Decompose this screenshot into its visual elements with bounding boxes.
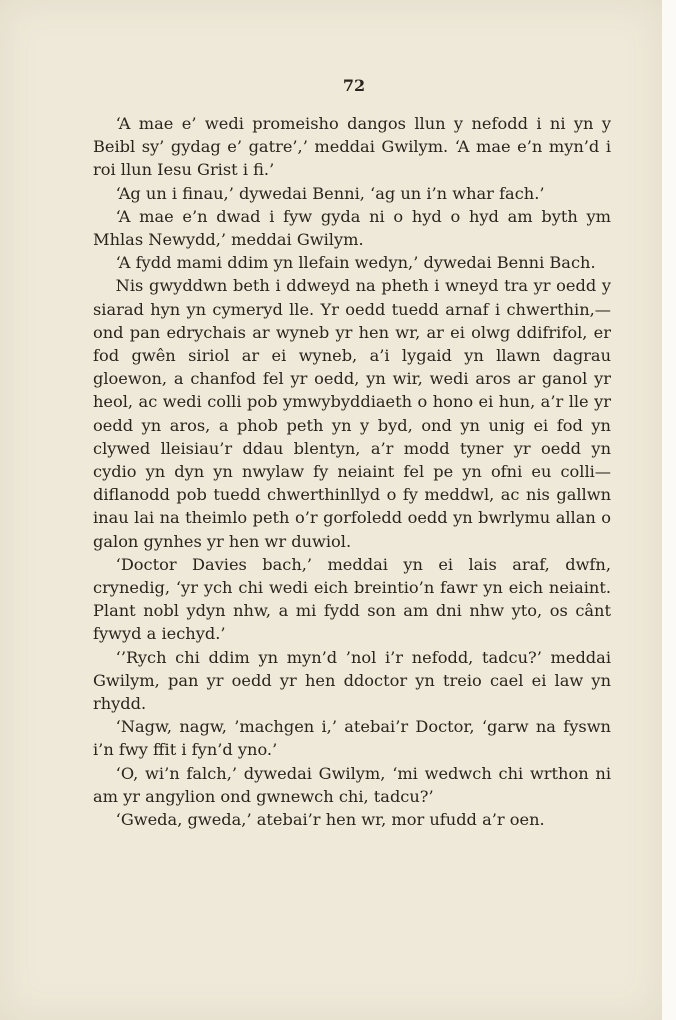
page-text-block bbox=[93, 76, 611, 831]
paragraph-7: ‘’Rych chi ddim yn myn’d ’nol i’r nefodd, tadcu?’ meddai Gwilym, pan yr oedd yr hen ddoctor yn treio cael ei law yn rhydd. bbox=[93, 647, 611, 714]
paragraph-2: ‘Ag un i finau,’ dywedai Benni, ‘ag un i’n whar fach.’ bbox=[115, 183, 545, 203]
paragraph-4: ‘A fydd mami ddim yn llefain wedyn,’ dywedai Benni Bach. bbox=[115, 253, 596, 273]
paragraph-6: ‘Doctor Davies bach,’ meddai yn ei lais araf, dwfn, crynedig, ‘yr ych chi wedi eich breintio’n fawr yn eich neiaint. Plant nobl ydyn nhw, a mi fydd son am dni nhw yto, os cânt fywyd a iechyd.’ bbox=[93, 554, 611, 644]
paragraph-3: ‘A mae e’n dwad i fyw gyda ni o hyd o hyd am byth ym Mhlas Newydd,’ meddai Gwilym. bbox=[93, 206, 611, 250]
paragraph-8: ‘Nagw, nagw, ’machgen i,’ atebai’r Doctor, ‘garw na fyswn i’n fwy ffit i fyn’d yno.’ bbox=[93, 717, 611, 760]
page-number: 72 bbox=[342, 76, 366, 95]
paragraph-1: ‘A mae e’ wedi promeisho dangos llun y nefodd i ni yn y Beibl sy’ gydag e’ gatre’,’ meddai Gwilym. ‘A mae e’n myn’d i roi llun Iesu Grist i fi.’ bbox=[93, 114, 611, 180]
page-edge bbox=[662, 0, 676, 1020]
paragraph-9: ‘O, wi’n falch,’ dywedai Gwilym, ‘mi wedwch chi wrthon ni am yr angylion ond gwnewch chi, tadcu?’ bbox=[93, 763, 611, 806]
paragraph-5: Nis gwyddwn beth i ddweyd na pheth i wneyd tra yr oedd y siarad hyn yn cymeryd lle. Yr oedd tuedd arnaf i chwerthin,—ond pan edrychais ar wyneb yr hen wr, ar ei olwg ddifrifol, er fod gwên siriol ar ei wyneb, a’i lygaid yn llawn dagrau gloewon, a chanfod fel yr oedd, yn wir, wedi aros ar ganol yr heol, ac wedi colli pob ymwybyddiaeth o hono ei hun, a’r lle yr oedd yn aros, a phob peth yn y byd, ond yn unig ei fod yn clywed lleisiau’r ddau blentyn, a’r modd tyner yr oedd yn cydio yn dyn yn nwylaw fy neiaint fel pe yn ofni eu colli—diflanodd pob tuedd chwerthinllyd o fy meddwl, ac nis gallwn inau lai na theimlo peth o’r gorfoledd oedd yn bwrlymu allan o galon gynhes yr hen wr duwiol. bbox=[93, 276, 611, 551]
paragraph-10: ‘Gweda, gweda,’ atebai’r hen wr, mor ufudd a’r oen. bbox=[115, 810, 545, 830]
